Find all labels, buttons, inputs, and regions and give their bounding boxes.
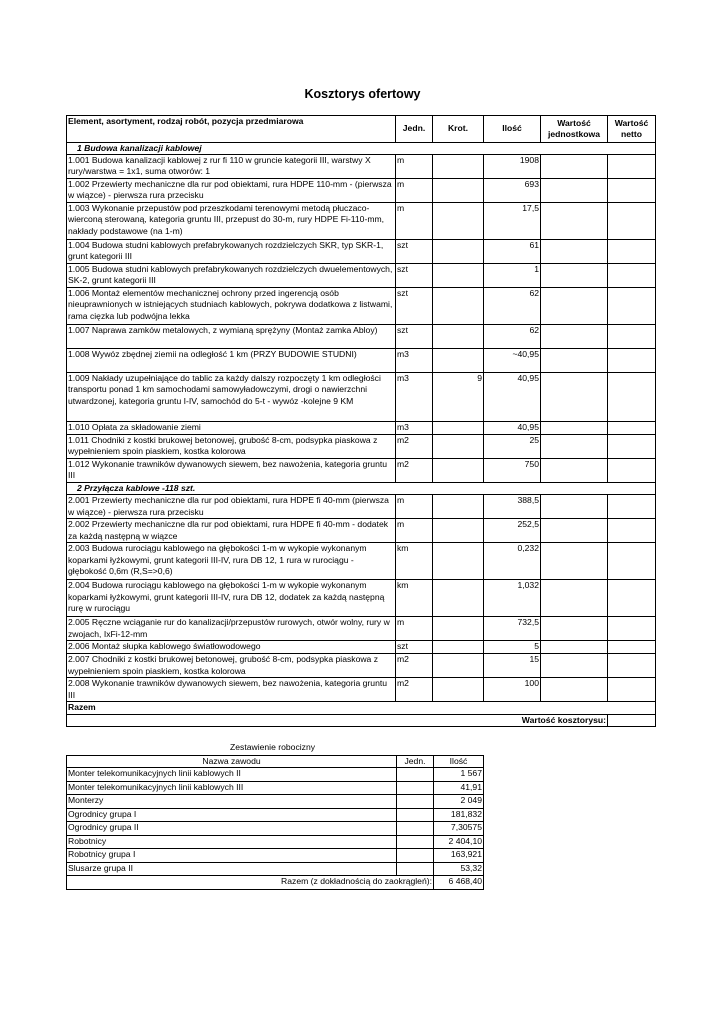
labor-qty: 2 049: [434, 795, 484, 809]
item-krot: 9: [433, 373, 484, 422]
labor-row: [67, 781, 484, 795]
labor-total-label: Razem (z dokładnością do zaokrągleń):: [67, 876, 434, 890]
item-unit-value: [541, 240, 608, 264]
item-description: 2.007 Chodniki z kostki brukowej betonowej, grubość 8-cm, podsypka piaskowa z wypełnieniem spoin piaskiem, kostka kolorowa: [67, 654, 396, 678]
item-krot: [433, 495, 484, 519]
labor-row: [67, 835, 484, 849]
table-row: [67, 641, 656, 654]
item-net-value: [608, 678, 656, 702]
item-description: 1.005 Budowa studni kablowych prefabrykowanych rozdzielczych dwuelementowych, SK-2, grunt kategorii III: [67, 264, 396, 288]
item-unit-value: [541, 580, 608, 617]
item-net-value: [608, 580, 656, 617]
item-qty: 693: [484, 179, 541, 203]
labor-name: Monter telekomunikacyjnych linii kablowych III: [67, 781, 397, 795]
item-qty: 61: [484, 240, 541, 264]
table-row: [67, 459, 656, 483]
item-krot: [433, 459, 484, 483]
item-description: 1.006 Montaż elementów mechanicznej ochrony przed ingerencją osób nieuprawnionych w istniejących studniach kablowych, pokrywa dodatkowa z listwami, rama cięzka lub podwójna lekka: [67, 288, 396, 325]
item-unit-value: [541, 264, 608, 288]
item-unit-value: [541, 373, 608, 422]
item-description: 1.011 Chodniki z kostki brukowej betonowej, grubość 8-cm, podsypka piaskowa z wypełnieniem spoin piaskiem, kostka kolorowa: [67, 435, 396, 459]
item-unit: szt: [396, 325, 433, 349]
table-row: [67, 580, 656, 617]
item-qty: 750: [484, 459, 541, 483]
item-net-value: [608, 459, 656, 483]
item-unit: szt: [396, 288, 433, 325]
item-unit-value: [541, 641, 608, 654]
item-description: 2.001 Przewierty mechaniczne dla rur pod obiektami, rura HDPE fi 40-mm (pierwsza w wiązce) - pierwsza rura przecisku: [67, 495, 396, 519]
item-unit: m3: [396, 422, 433, 435]
table-row: [67, 203, 656, 240]
table-row: [67, 495, 656, 519]
item-unit: szt: [396, 264, 433, 288]
table-row: [67, 264, 656, 288]
item-unit: m: [396, 203, 433, 240]
labor-qty: 1 567: [434, 768, 484, 782]
labor-name: Ogrodnicy grupa I: [67, 808, 397, 822]
item-qty: 25: [484, 435, 541, 459]
item-qty: 0,232: [484, 543, 541, 580]
item-description: 1.001 Budowa kanalizacji kablowej z rur fi 110 w gruncie kategorii III, warstwy X rury/warstwa = 1x1, suma otworów: 1: [67, 155, 396, 179]
item-net-value: [608, 288, 656, 325]
cost-estimate-table: [66, 115, 656, 727]
table-row: [67, 240, 656, 264]
header-unit-value: Wartość jednostkowa: [541, 116, 608, 143]
labor-unit: [397, 795, 434, 809]
item-description: 2.006 Montaż słupka kablowego światłowodowego: [67, 641, 396, 654]
labor-row: [67, 768, 484, 782]
item-description: 1.002 Przewierty mechaniczne dla rur pod obiektami, rura HDPE 110-mm - (pierwsza w wiązce) - pierwsza rura przecisku: [67, 179, 396, 203]
labor-unit: [397, 835, 434, 849]
labor-qty: 163,921: [434, 849, 484, 863]
item-krot: [433, 264, 484, 288]
item-net-value: [608, 264, 656, 288]
item-description: 1.008 Wywóz zbędnej ziemii na odległość 1 km (PRZY BUDOWIE STUDNI): [67, 349, 396, 373]
labor-row: [67, 822, 484, 836]
labor-header-name: Nazwa zawodu: [67, 756, 397, 768]
labor-summary-title: Zestawienie robocizny: [230, 742, 316, 752]
item-net-value: [608, 617, 656, 641]
table-row: [67, 373, 656, 422]
item-unit: m: [396, 495, 433, 519]
labor-unit: [397, 849, 434, 863]
item-unit: m: [396, 617, 433, 641]
item-qty: 40,95: [484, 373, 541, 422]
item-krot: [433, 641, 484, 654]
labor-total-qty: 6 468,40: [434, 876, 484, 890]
item-description: 2.005 Ręczne wciąganie rur do kanalizacji/przepustów rurowych, otwór wolny, rury w zwojach, IxFi-12-mm: [67, 617, 396, 641]
item-description: 1.010 Opłata za składowanie ziemi: [67, 422, 396, 435]
labor-unit: [397, 822, 434, 836]
item-unit-value: [541, 349, 608, 373]
labor-unit: [397, 808, 434, 822]
item-krot: [433, 435, 484, 459]
item-net-value: [608, 240, 656, 264]
item-unit-value: [541, 422, 608, 435]
table-row: [67, 435, 656, 459]
labor-row: [67, 795, 484, 809]
item-unit: m2: [396, 678, 433, 702]
item-krot: [433, 617, 484, 641]
section-row: [67, 143, 656, 155]
item-unit: km: [396, 580, 433, 617]
item-unit-value: [541, 435, 608, 459]
total-row: [67, 702, 656, 714]
item-unit: szt: [396, 240, 433, 264]
item-unit: m: [396, 179, 433, 203]
item-net-value: [608, 325, 656, 349]
table-row: [67, 325, 656, 349]
item-unit: m2: [396, 435, 433, 459]
section-title: 1 Budowa kanalizacji kablowej: [67, 143, 656, 155]
item-net-value: [608, 543, 656, 580]
labor-unit: [397, 781, 434, 795]
item-qty: 5: [484, 641, 541, 654]
item-description: 1.003 Wykonanie przepustów pod przeszkodami terenowymi metodą płuczaco-wierconą sterowaną, kategoria gruntu III, przepust do 30-m, rury HDPE Fi-110-mm, nakłady podstawowe (na 1-m): [67, 203, 396, 240]
item-net-value: [608, 519, 656, 543]
item-krot: [433, 240, 484, 264]
total-label: Razem: [67, 702, 656, 714]
item-description: 1.007 Naprawa zamków metalowych, z wymianą sprężyny (Montaż zamka Abloy): [67, 325, 396, 349]
table-row: [67, 349, 656, 373]
item-unit-value: [541, 543, 608, 580]
header-net-value: Wartość netto: [608, 116, 656, 143]
item-krot: [433, 519, 484, 543]
item-net-value: [608, 641, 656, 654]
item-qty: 62: [484, 325, 541, 349]
labor-summary-table: [66, 755, 484, 890]
table-row: [67, 617, 656, 641]
table-header-row: [67, 116, 656, 143]
cost-value: [608, 714, 656, 726]
labor-row: [67, 849, 484, 863]
item-krot: [433, 349, 484, 373]
cost-value-row: [67, 714, 656, 726]
item-qty: 252,5: [484, 519, 541, 543]
item-unit-value: [541, 325, 608, 349]
item-unit-value: [541, 155, 608, 179]
item-unit: km: [396, 543, 433, 580]
item-unit-value: [541, 519, 608, 543]
item-qty: ~40,95: [484, 349, 541, 373]
item-krot: [433, 203, 484, 240]
labor-total-row: [67, 876, 484, 890]
header-unit: Jedn.: [396, 116, 433, 143]
header-krot: Krot.: [433, 116, 484, 143]
item-krot: [433, 422, 484, 435]
item-krot: [433, 678, 484, 702]
item-unit: m: [396, 519, 433, 543]
labor-qty: 41,91: [434, 781, 484, 795]
header-qty: Ilość: [484, 116, 541, 143]
item-krot: [433, 325, 484, 349]
item-unit-value: [541, 459, 608, 483]
cost-value-label: Wartość kosztorysu:: [67, 714, 608, 726]
item-unit-value: [541, 495, 608, 519]
item-unit: m: [396, 155, 433, 179]
item-net-value: [608, 179, 656, 203]
item-unit-value: [541, 678, 608, 702]
table-row: [67, 678, 656, 702]
labor-unit: [397, 862, 434, 876]
item-net-value: [608, 349, 656, 373]
labor-qty: 181,832: [434, 808, 484, 822]
item-description: 1.004 Budowa studni kablowych prefabrykowanych rozdzielczych SKR, typ SKR-1, grunt kategorii III: [67, 240, 396, 264]
item-unit-value: [541, 288, 608, 325]
labor-name: Monter telekomunikacyjnych linii kablowych II: [67, 768, 397, 782]
labor-row: [67, 862, 484, 876]
item-qty: 62: [484, 288, 541, 325]
item-description: 1.009 Nakłady uzupełniające do tablic za każdy dalszy rozpoczęty 1 km odległości transportu ponad 1 km samochodami samowyładowczymi, drogi o nawierzchni utwardzonej, kategoria gruntu I-IV, samochód do 5-t - wywóz -kolejne 9 KM: [67, 373, 396, 422]
table-row: [67, 519, 656, 543]
table-row: [67, 654, 656, 678]
item-net-value: [608, 495, 656, 519]
labor-header-unit: Jedn.: [397, 756, 434, 768]
item-unit: m2: [396, 654, 433, 678]
item-qty: 1908: [484, 155, 541, 179]
table-row: [67, 543, 656, 580]
item-qty: 15: [484, 654, 541, 678]
item-qty: 40,95: [484, 422, 541, 435]
labor-name: Robotnicy grupa I: [67, 849, 397, 863]
item-krot: [433, 580, 484, 617]
item-description: 2.003 Budowa rurociągu kablowego na głębokości 1-m w wykopie wykonanym koparkami łyżkowymi, grunt kategorii III-IV, rura DB 12, 1 rura w rurociągu - głębokość 0,6m (R,S=>0,6): [67, 543, 396, 580]
labor-name: Robotnicy: [67, 835, 397, 849]
page-title: Kosztorys ofertowy: [304, 87, 421, 101]
item-qty: 1,032: [484, 580, 541, 617]
item-krot: [433, 179, 484, 203]
item-unit-value: [541, 203, 608, 240]
item-unit: m3: [396, 349, 433, 373]
item-krot: [433, 654, 484, 678]
section-title: 2 Przyłącza kablowe -118 szt.: [67, 483, 656, 495]
item-description: 2.002 Przewierty mechaniczne dla rur pod obiektami, rura HDPE fi 40-mm - dodatek za każdą następną w wiązce: [67, 519, 396, 543]
item-qty: 388,5: [484, 495, 541, 519]
labor-header-row: [67, 756, 484, 768]
item-description: 2.008 Wykonanie trawników dywanowych siewem, bez nawożenia, kategoria gruntu III: [67, 678, 396, 702]
item-net-value: [608, 435, 656, 459]
item-unit-value: [541, 179, 608, 203]
item-unit-value: [541, 654, 608, 678]
labor-header-qty: Ilość: [434, 756, 484, 768]
item-net-value: [608, 422, 656, 435]
item-unit-value: [541, 617, 608, 641]
table-row: [67, 179, 656, 203]
item-krot: [433, 288, 484, 325]
item-net-value: [608, 203, 656, 240]
item-unit: m2: [396, 459, 433, 483]
section-row: [67, 483, 656, 495]
labor-row: [67, 808, 484, 822]
labor-name: Monterzy: [67, 795, 397, 809]
item-description: 1.012 Wykonanie trawników dywanowych siewem, bez nawożenia, kategoria gruntu III: [67, 459, 396, 483]
header-element: Element, asortyment, rodzaj robót, pozycja przedmiarowa: [67, 116, 396, 143]
item-qty: 732,5: [484, 617, 541, 641]
item-unit: szt: [396, 641, 433, 654]
item-qty: 100: [484, 678, 541, 702]
item-description: 2.004 Budowa rurociągu kablowego na głębokości 1-m w wykopie wykonanym koparkami łyżkowymi, grunt kategorii III-IV, rura DB 12, dodatek za każdą następną rurę w rurociągu: [67, 580, 396, 617]
labor-name: Slusarze grupa II: [67, 862, 397, 876]
labor-qty: 53,32: [434, 862, 484, 876]
item-qty: 1: [484, 264, 541, 288]
table-row: [67, 288, 656, 325]
item-net-value: [608, 155, 656, 179]
item-qty: 17,5: [484, 203, 541, 240]
item-krot: [433, 543, 484, 580]
table-row: [67, 422, 656, 435]
item-net-value: [608, 373, 656, 422]
labor-name: Ogrodnicy grupa II: [67, 822, 397, 836]
item-krot: [433, 155, 484, 179]
labor-qty: 7,30575: [434, 822, 484, 836]
labor-unit: [397, 768, 434, 782]
labor-qty: 2 404,10: [434, 835, 484, 849]
table-row: [67, 155, 656, 179]
item-unit: m3: [396, 373, 433, 422]
item-net-value: [608, 654, 656, 678]
